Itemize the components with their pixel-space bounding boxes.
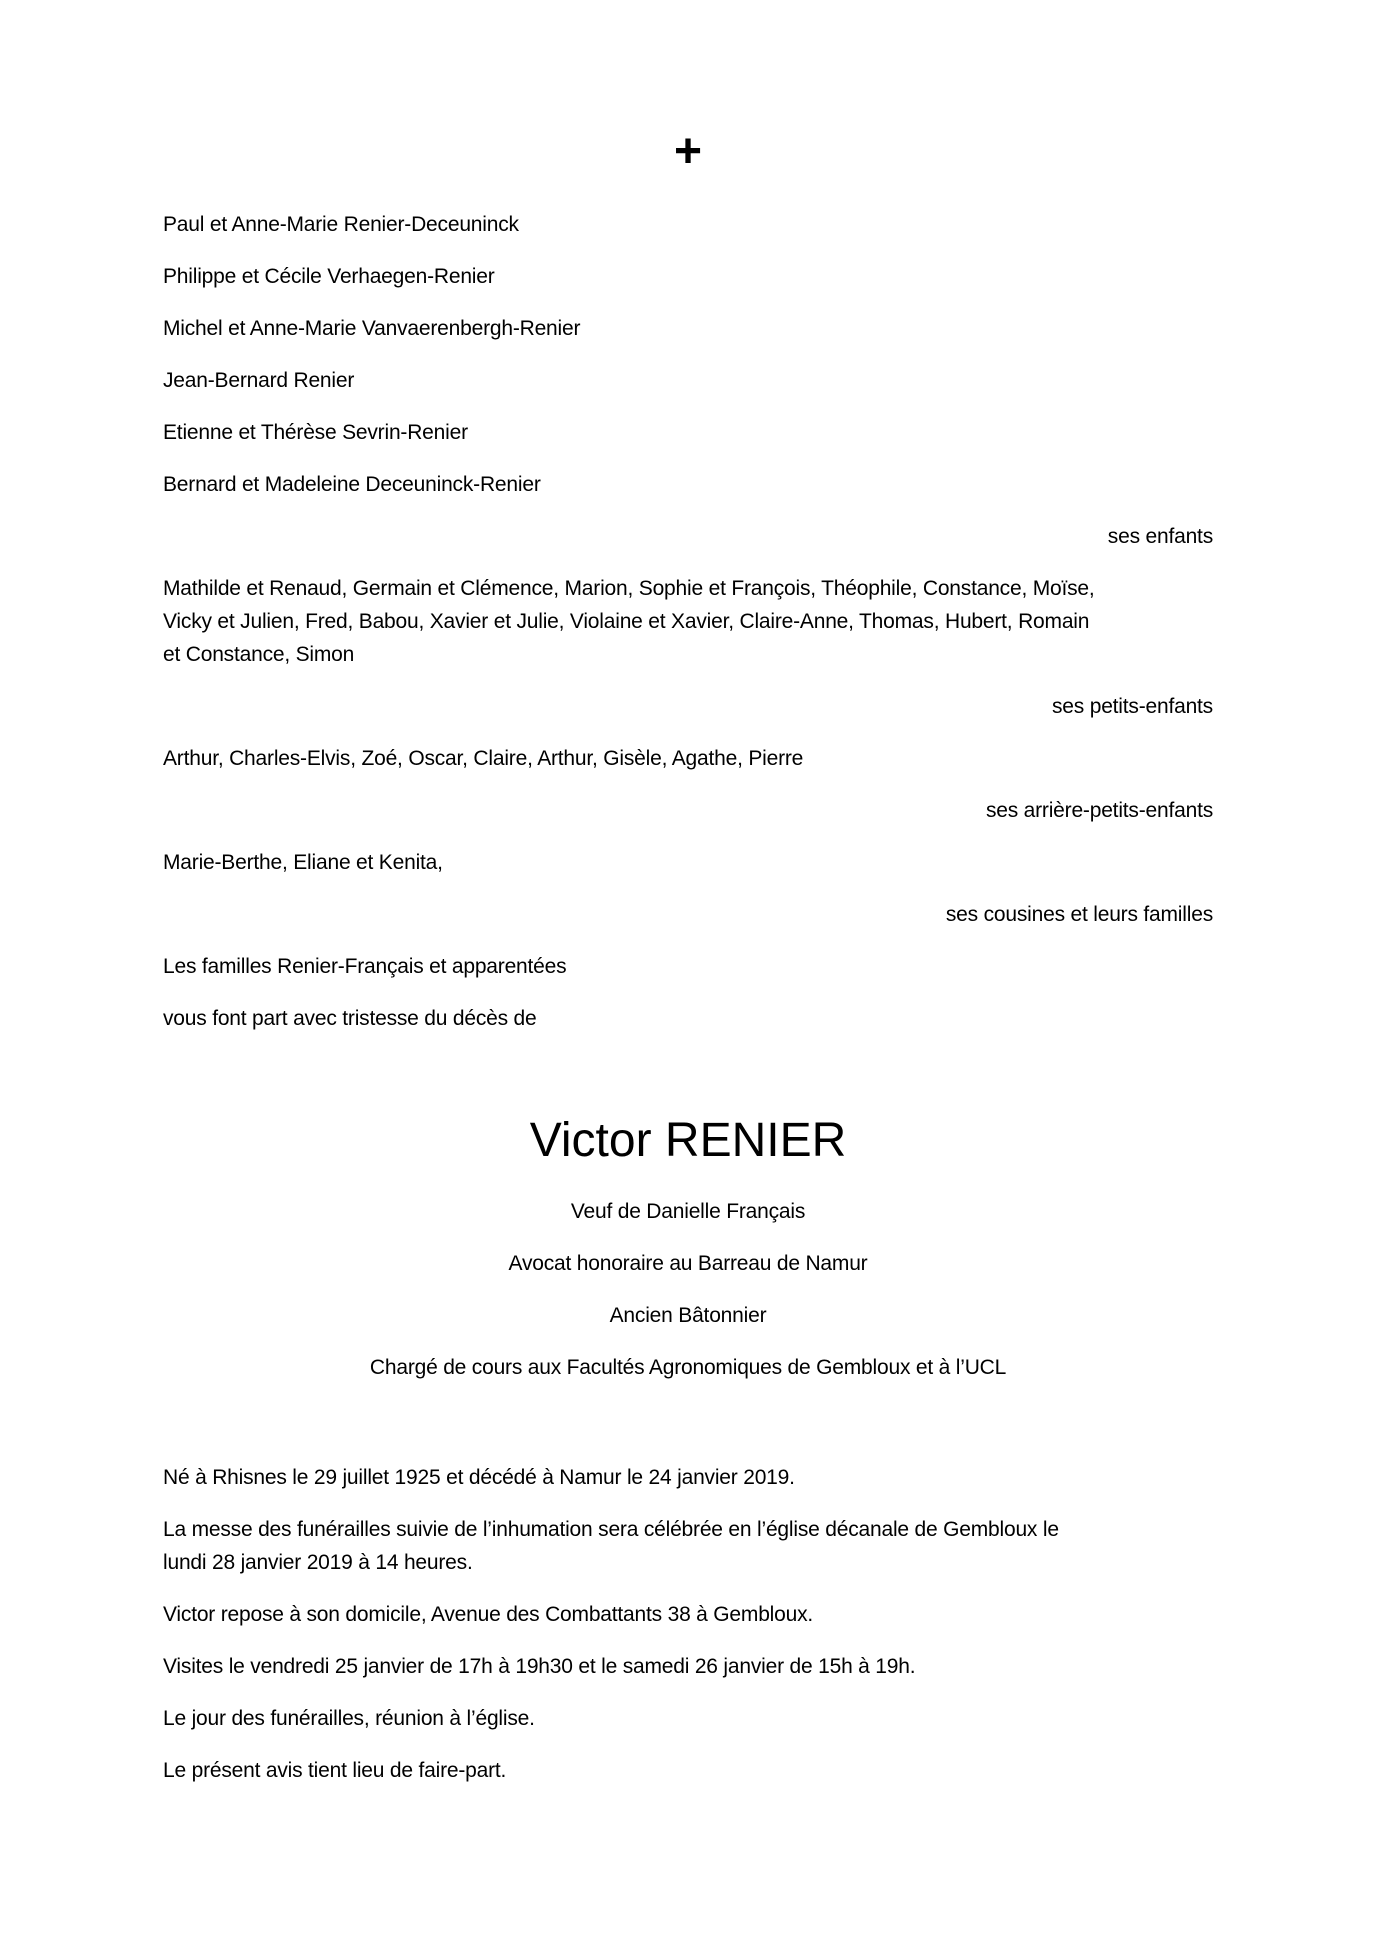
deceased-title-batonnier: Ancien Bâtonnier xyxy=(609,1304,767,1327)
grandchildren-names-line-2: Vicky et Julien, Fred, Babou, Xavier et Julie, Violaine et Xavier, Claire-Anne, Thomas, Hubert, Romain xyxy=(163,610,1090,633)
grandchildren-names-line-1: Mathilde et Renaud, Germain et Clémence, Marion, Sophie et François, Théophile, Constance, Moïse, xyxy=(163,577,1095,600)
deceased-titles-section xyxy=(163,1195,1213,1384)
deceased-name: Victor RENIER xyxy=(529,1114,847,1167)
repose-line: Victor repose à son domicile, Avenue des Combattants 38 à Gembloux. xyxy=(163,1603,814,1626)
relation-label-grandchildren: ses petits-enfants xyxy=(1052,695,1213,718)
mourner-line-philippe: Philippe et Cécile Verhaegen-Renier xyxy=(163,265,495,288)
mourner-line-jean-bernard: Jean-Bernard Renier xyxy=(163,369,355,392)
mourner-line-bernard: Bernard et Madeleine Deceuninck-Renier xyxy=(163,473,541,496)
visits-line: Visites le vendredi 25 janvier de 17h à 19h30 et le samedi 26 janvier de 15h à 19h. xyxy=(163,1655,916,1678)
mourner-line-paul: Paul et Anne-Marie Renier-Deceuninck xyxy=(163,213,519,236)
deceased-title-widower: Veuf de Danielle Français xyxy=(570,1200,806,1223)
funeral-details-section xyxy=(163,1461,1213,1787)
grandchildren-names-paragraph xyxy=(163,572,1213,671)
relation-label-great-grandchildren: ses arrière-petits-enfants xyxy=(985,799,1213,822)
notice-line: Le présent avis tient lieu de faire-part. xyxy=(163,1759,507,1782)
deceased-title-lawyer: Avocat honoraire au Barreau de Namur xyxy=(508,1252,868,1275)
funeral-mass-paragraph xyxy=(163,1513,1213,1579)
mourners-section xyxy=(163,208,1213,1035)
funeral-mass-line-2: lundi 28 janvier 2019 à 14 heures. xyxy=(163,1551,473,1574)
relation-label-children: ses enfants xyxy=(1107,525,1213,548)
mourner-line-michel: Michel et Anne-Marie Vanvaerenbergh-Renier xyxy=(163,317,581,340)
announcement-line: vous font part avec tristesse du décès de xyxy=(163,1007,537,1030)
grandchildren-names-line-3: et Constance, Simon xyxy=(163,643,355,666)
cousins-names: Marie-Berthe, Eliane et Kenita, xyxy=(163,851,443,874)
mourner-line-etienne: Etienne et Thérèse Sevrin-Renier xyxy=(163,421,468,444)
families-line: Les familles Renier-Français et apparentées xyxy=(163,955,567,978)
cross-symbol: + xyxy=(673,125,703,178)
relation-label-cousins: ses cousines et leurs familles xyxy=(945,903,1213,926)
deceased-title-lecturer: Chargé de cours aux Facultés Agronomiques de Gembloux et à l’UCL xyxy=(369,1356,1007,1379)
funeral-mass-line-1: La messe des funérailles suivie de l’inhumation sera célébrée en l’église décanale de Gembloux le xyxy=(163,1518,1059,1541)
birth-death-line: Né à Rhisnes le 29 juillet 1925 et décédé à Namur le 24 janvier 2019. xyxy=(163,1466,795,1489)
funeral-day-line: Le jour des funérailles, réunion à l’église. xyxy=(163,1707,535,1730)
great-grandchildren-names: Arthur, Charles-Elvis, Zoé, Oscar, Claire, Arthur, Gisèle, Agathe, Pierre xyxy=(163,747,804,770)
